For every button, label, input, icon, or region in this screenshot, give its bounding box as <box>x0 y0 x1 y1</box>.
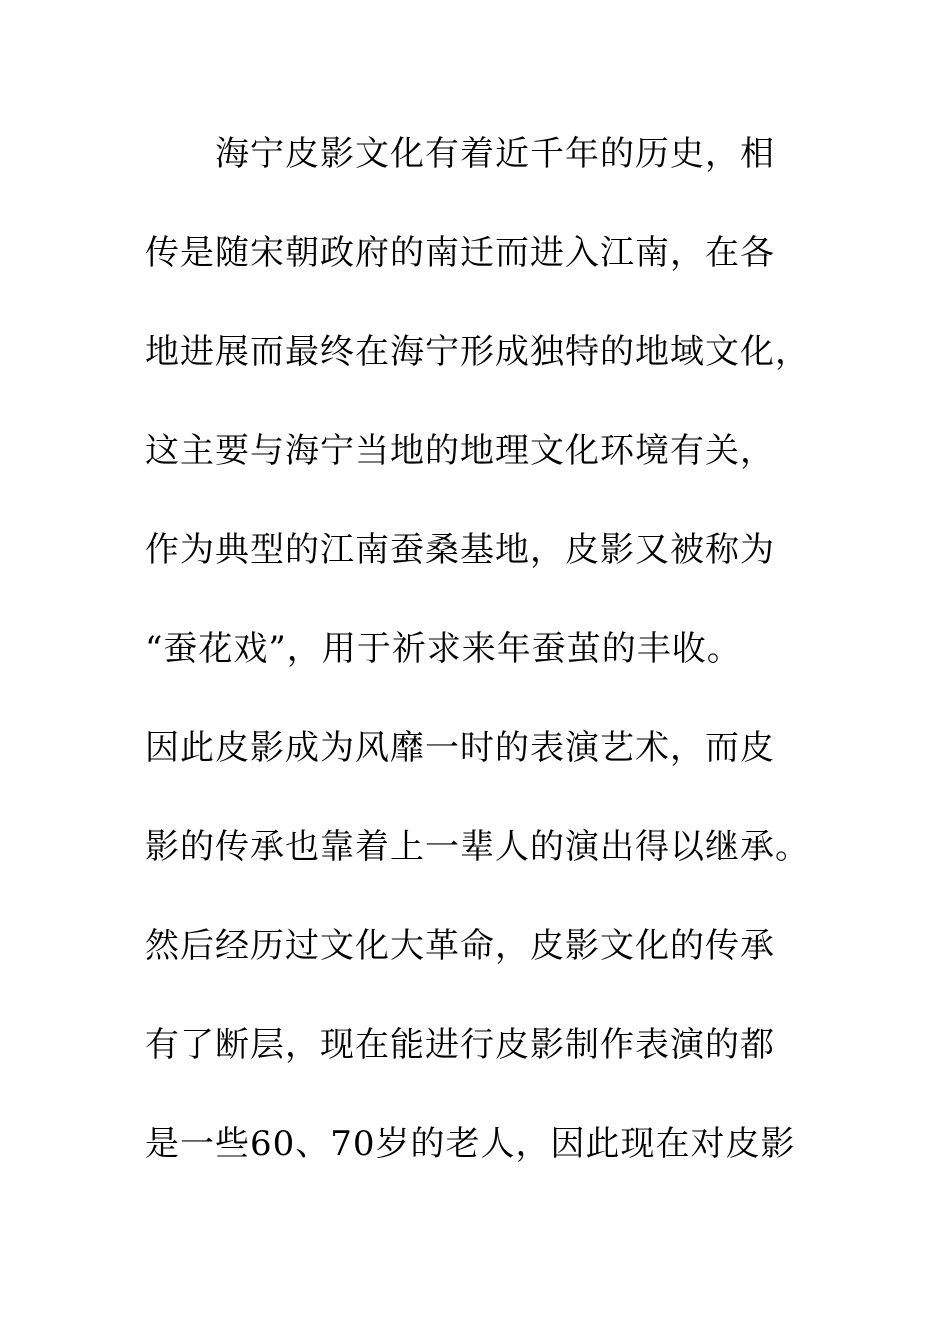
text-line-10: 有了断层，现在能进行皮影制作表演的都 <box>145 1025 775 1065</box>
text-line-4: 这主要与海宁当地的地理文化环境有关， <box>145 431 775 471</box>
text-line-1: 海宁皮影文化有着近千年的历史，相 <box>215 134 775 174</box>
body-paragraph <box>145 126 825 1215</box>
text-line-2: 传是随宋朝政府的南迁而进入江南，在各 <box>145 233 775 273</box>
text-line-6: “蚕花戏”，用于祈求来年蚕茧的丰收。 <box>145 629 742 669</box>
text-line-5: 作为典型的江南蚕桑基地，皮影又被称为 <box>145 530 775 570</box>
text-line-8: 影的传承也靠着上一辈人的演出得以继承。 <box>145 827 810 867</box>
text-line-9: 然后经历过文化大革命，皮影文化的传承 <box>145 926 775 966</box>
text-line-7: 因此皮影成为风靡一时的表演艺术，而皮 <box>145 728 775 768</box>
text-line-11: 是一些60、70岁的老人，因此现在对皮影 <box>145 1124 796 1164</box>
text-line-3: 地进展而最终在海宁形成独特的地域文化， <box>145 332 810 372</box>
